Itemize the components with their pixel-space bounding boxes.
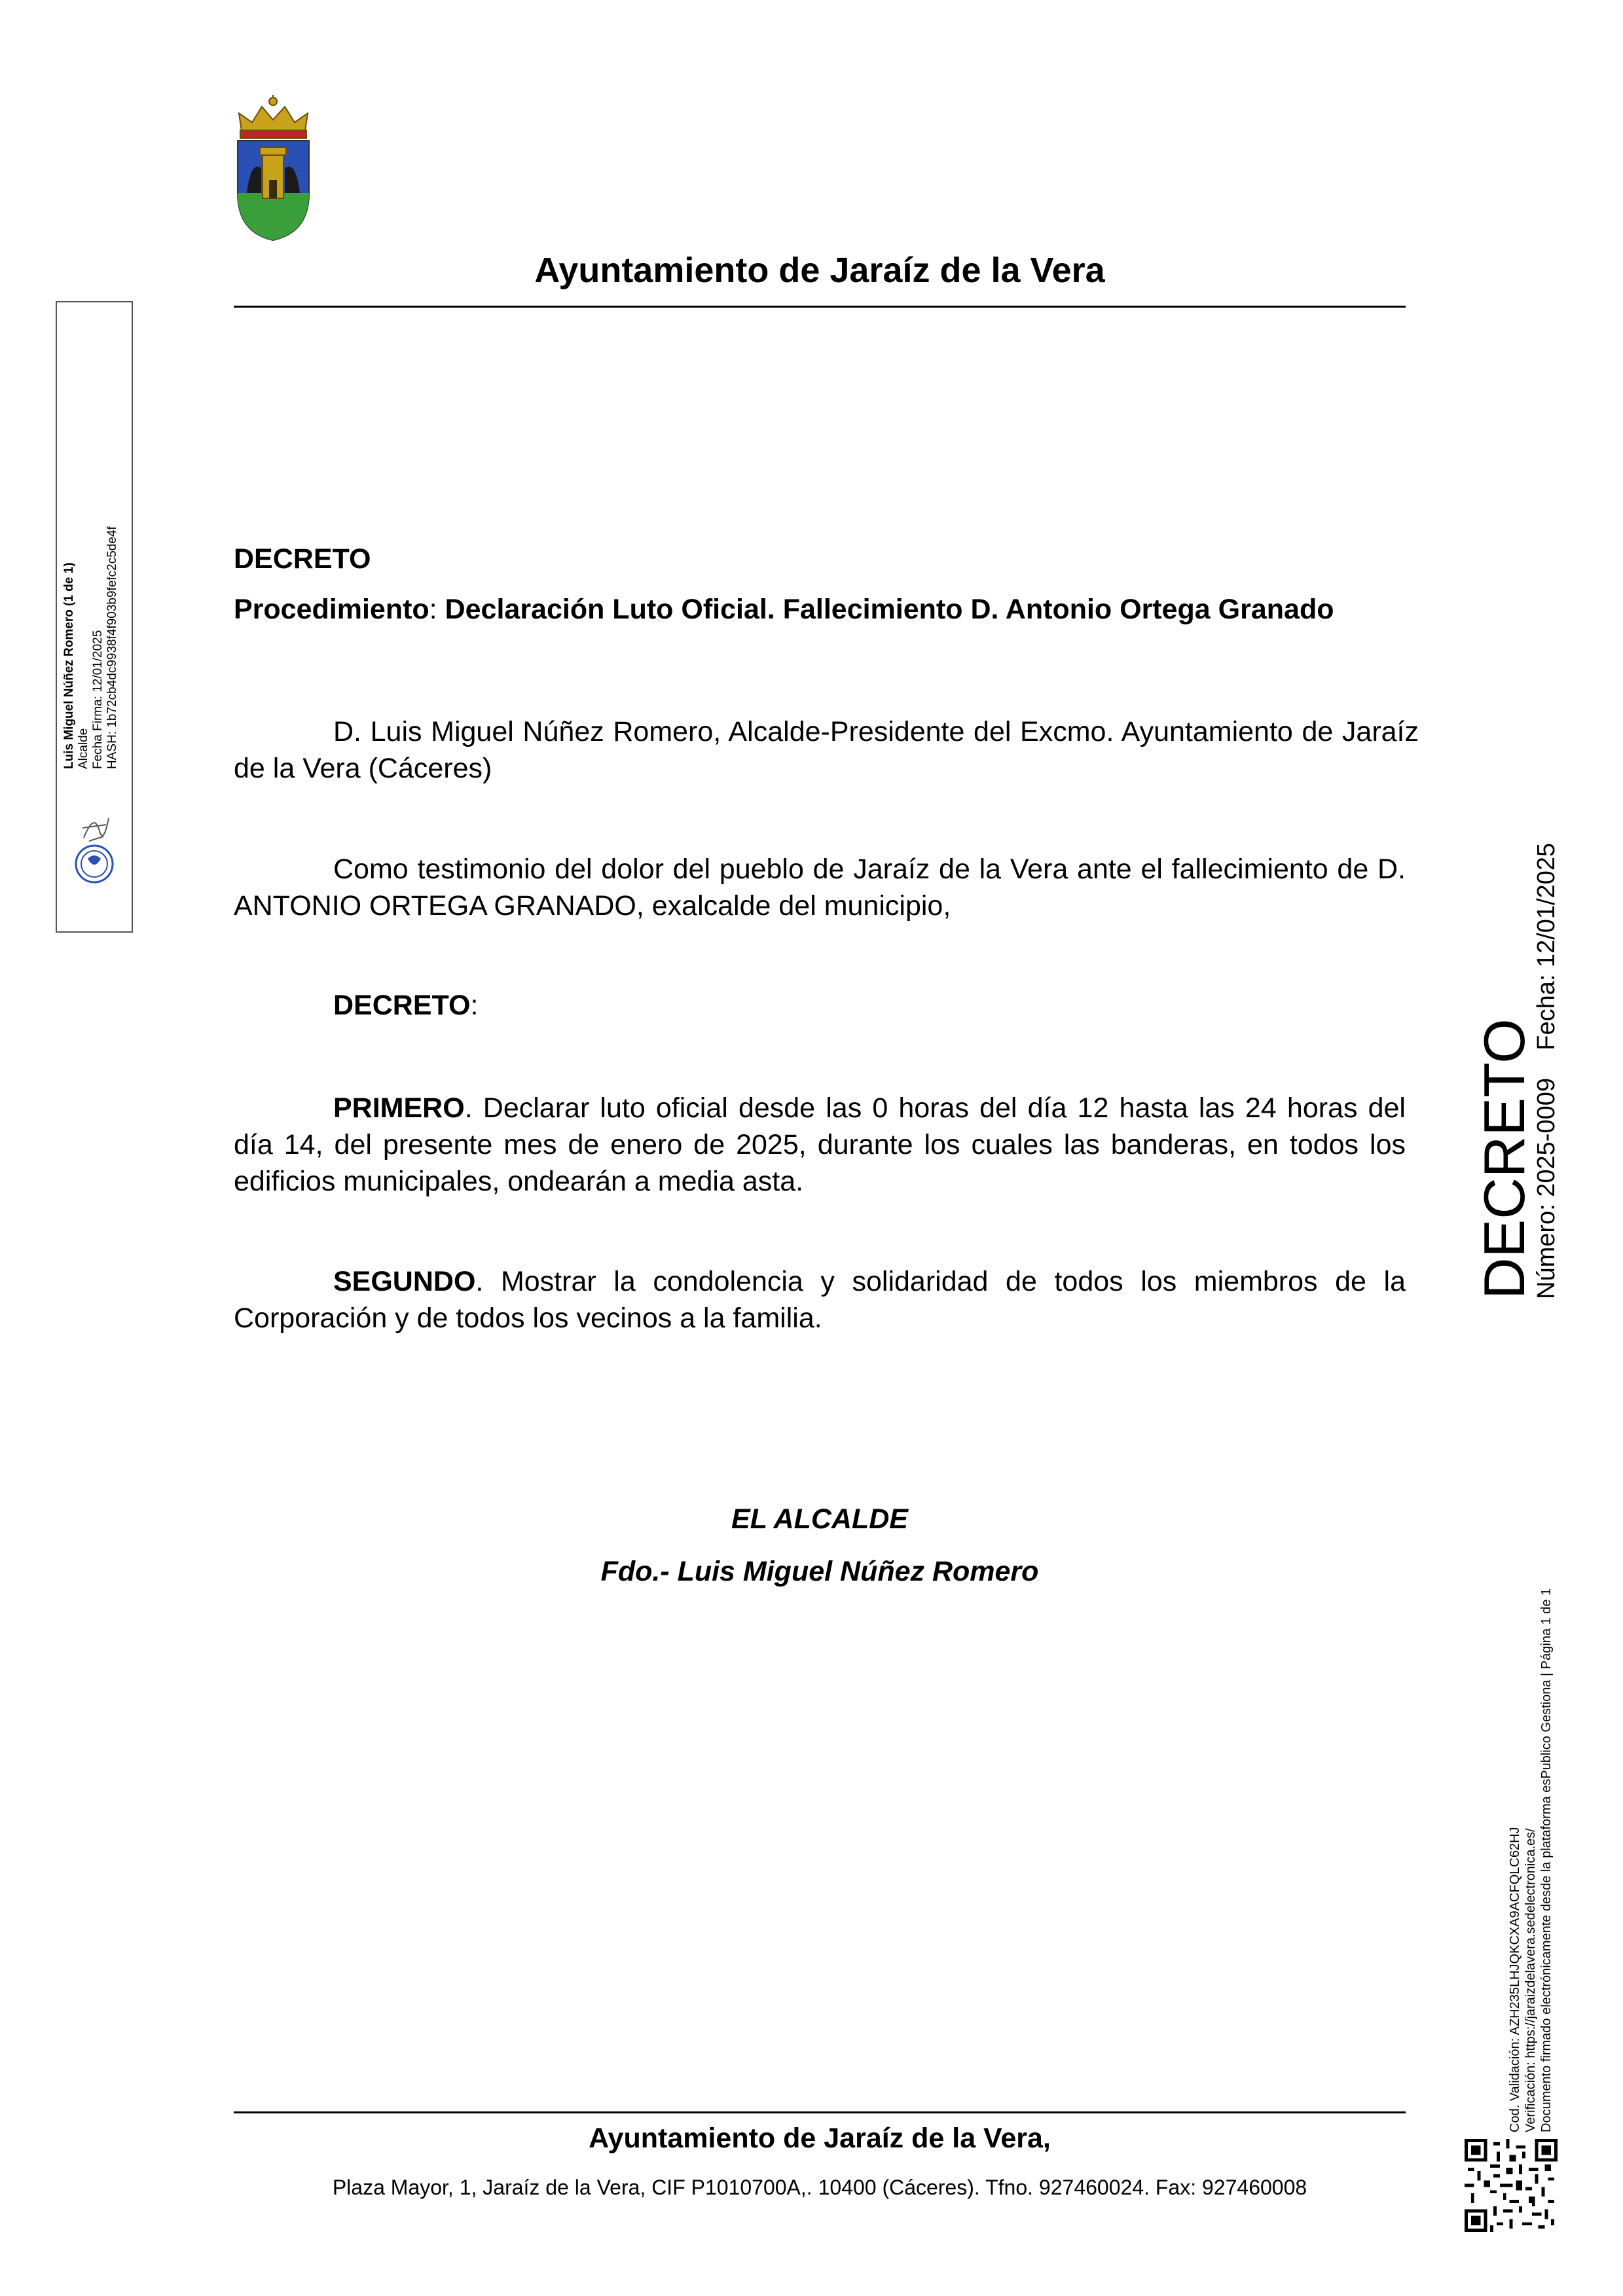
decree-number: Número: 2025-0009 [1533, 1078, 1560, 1299]
procedure-value: Declaración Luto Oficial. Fallecimiento D. Antonio Ortega Granado [445, 594, 1334, 625]
decree-heading: DECRETO [234, 543, 371, 575]
testimony-paragraph: Como testimonio del dolor del pueblo de Jaraíz de la Vera ante el fallecimiento de D. ANTONIO ORTEGA GRANADO, exalcalde del municipio, [234, 853, 1406, 922]
signatory-name: Fdo.- Luis Miguel Núñez Romero [600, 1556, 1039, 1587]
coat-of-arms-icon [232, 95, 314, 242]
decree-label-line [333, 987, 478, 1024]
second-resolution-paragraph [234, 1263, 1406, 1336]
decree-stamp-word: DECRETO [1472, 1018, 1537, 1299]
footer-address: Plaza Mayor, 1, Jaraíz de la Vera, CIF P1010700A,. 10400 (Cáceres). Tfno. 927460024. Fax: 927460008 [332, 2176, 1307, 2199]
decree-date: Fecha: 12/01/2025 [1533, 842, 1560, 1050]
verification-url[interactable]: Verificación: https://jaraizdelavera.sedelectronica.es/ [1523, 1828, 1538, 2132]
validation-code: Cod. Validación: AZH235LHJQKCXA9ACFQLC62HJ [1508, 1827, 1522, 2132]
signed-document-note: Documento firmado electrónicamente desde la plataforma esPublico Gestiona | Página 1 de 1 [1539, 1588, 1554, 2132]
signature-hash: HASH: 1b72cb4dc9938f4f903b9fefc2c5de4f [105, 526, 119, 769]
decree-label: DECRETO [333, 990, 471, 1021]
procedure-label: Procedimiento [234, 594, 429, 625]
mayor-paragraph: D. Luis Miguel Núñez Romero, Alcalde-Presidente del Excmo. Ayuntamiento de Jaraíz de la Vera (Cáceres) [234, 716, 1419, 784]
second-resolution-text: . Mostrar la condolencia y solidaridad de todos los miembros de la Corporación y de todos los vecinos a la familia. [234, 1266, 1406, 1334]
first-resolution-label: PRIMERO [333, 1092, 465, 1124]
electronic-signature-text [62, 526, 120, 769]
signature-seal-icon [71, 805, 118, 890]
procedure-colon: : [429, 594, 437, 625]
second-resolution-label: SEGUNDO [333, 1266, 476, 1297]
signer-role: Alcalde [77, 728, 90, 769]
footer-divider [234, 2111, 1406, 2113]
decree-label-colon: : [470, 990, 479, 1021]
header-divider [234, 306, 1406, 308]
footer-institution-name: Ayuntamiento de Jaraíz de la Vera, [589, 2123, 1051, 2154]
qr-code-icon[interactable] [1465, 2139, 1558, 2232]
signature-date: Fecha Firma: 12/01/2025 [91, 630, 105, 769]
first-resolution-text: . Declarar luto oficial desde las 0 horas del día 12 hasta las 24 horas del día 14, del presente mes de enero de 2025, durante los cuales las banderas, en todos los edificios municipales, ondearán a media asta. [234, 1092, 1406, 1197]
signatory-title: EL ALCALDE [731, 1503, 908, 1535]
page-header-title: Ayuntamiento de Jaraíz de la Vera [534, 251, 1105, 290]
signer-name: Luis Miguel Núñez Romero (1 de 1) [62, 562, 76, 769]
verification-text [1507, 1588, 1554, 2132]
first-resolution-paragraph [234, 1090, 1406, 1200]
procedure-line [234, 591, 1419, 628]
decree-stamp-number-date [1532, 843, 1561, 1299]
